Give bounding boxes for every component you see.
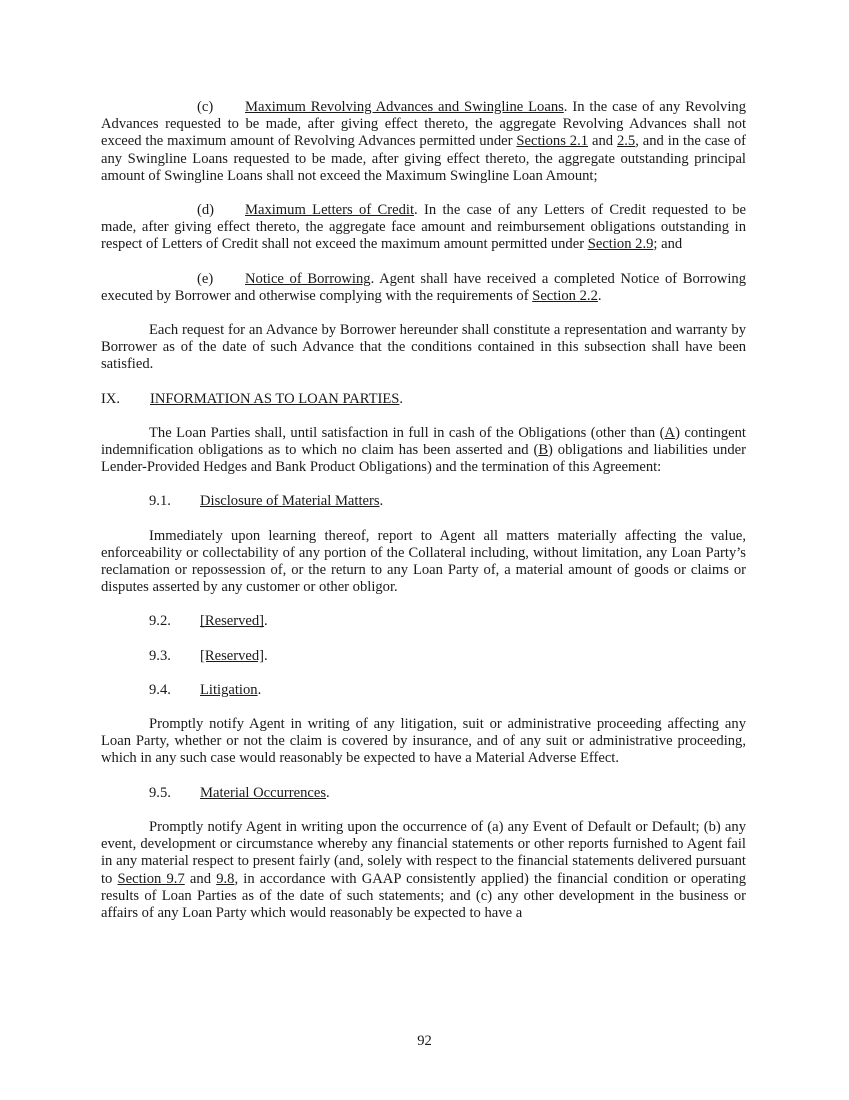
subsection-c-text: , and in the case of any Swingline Loans requested to be made, after giving effect thereto, the aggregate outstanding principal amount of Swingline Loans shall not exceed the Maximum Swingline Loan Amount; bbox=[101, 133, 746, 184]
section-9-5-text: and bbox=[184, 870, 217, 887]
section-number: 9.3. bbox=[149, 647, 171, 664]
page-number: 92 bbox=[417, 1033, 432, 1049]
section-9-4-heading bbox=[101, 682, 746, 699]
subsection-e-text: . Agent shall have received a completed Notice of Borrowing executed by Borrower and otherwise complying with the requirements of bbox=[101, 270, 746, 304]
subsection-d-text: ; and bbox=[653, 236, 683, 253]
section-number: 9.4. bbox=[149, 681, 171, 698]
section-number: 9.2. bbox=[149, 613, 171, 630]
section-title: Litigation bbox=[200, 681, 258, 698]
section-ref-2-2: Section 2.2 bbox=[532, 287, 598, 304]
section-9-5-text: Promptly notify Agent in writing upon the occurrence of (a) any Event of Default or Default; (b) any event, development or circumstance whereby any financial statements or other reports furnished to Agent fail in any material respect to present fairly (and, solely with respect to the financial statements delivered pursuant to bbox=[101, 818, 746, 887]
clause-a-label: A bbox=[664, 424, 676, 441]
section-ref-2-9: Section 2.9 bbox=[587, 236, 654, 253]
article-intro-text: ) obligations and liabilities under Lender-Provided Hedges and Bank Product Obligations) and the termination of this Agreement: bbox=[101, 442, 746, 476]
document-page bbox=[101, 99, 746, 939]
subsection-e-text: . bbox=[597, 287, 602, 304]
section-title-end: . bbox=[264, 613, 268, 630]
subsection-d-label: (d) bbox=[197, 202, 215, 219]
subsection-d-title: Maximum Letters of Credit bbox=[245, 202, 414, 219]
section-9-4-body: Promptly notify Agent in writing of any litigation, suit or administrative proceeding affecting any Loan Party, whether or not the claim is covered by insurance, and of any suit or administrative proceeding, which in any such case would reasonably be expected to have a Material Adverse Effect. bbox=[101, 716, 746, 767]
subsection-e-title: Notice of Borrowing bbox=[245, 270, 371, 287]
article-title-end: . bbox=[399, 390, 404, 407]
article-number: IX. bbox=[101, 390, 121, 407]
section-9-3-heading bbox=[101, 648, 746, 665]
section-9-5-body bbox=[101, 819, 746, 922]
article-heading bbox=[101, 391, 746, 408]
section-number: 9.5. bbox=[149, 784, 171, 801]
section-title-end: . bbox=[264, 647, 268, 664]
subsection-e-label: (e) bbox=[197, 270, 214, 287]
closing-paragraph: Each request for an Advance by Borrower hereunder shall constitute a representation and warranty by Borrower as of the date of such Advance that the conditions contained in this subsection shall have been satisfied. bbox=[101, 322, 746, 373]
section-9-1-heading bbox=[101, 493, 746, 510]
subsection-d-text: . In the case of any Letters of Credit requested to be made, after giving effect thereto, the aggregate face amount and reimbursement obligations outstanding in respect of Letters of Credit shall not exceed the maximum amount permitted under bbox=[101, 202, 746, 253]
section-title-end: . bbox=[379, 493, 384, 510]
subsection-e bbox=[101, 271, 746, 305]
section-title: Material Occurrences bbox=[200, 784, 326, 801]
subsection-d bbox=[101, 202, 746, 254]
section-9-5-heading bbox=[101, 785, 746, 802]
subsection-c-text: . In the case of any Revolving Advances requested to be made, after giving effect thereto, the aggregate Revolving Advances shall not exceed the maximum amount of Revolving Advances permitted under bbox=[101, 99, 746, 150]
section-number: 9.1. bbox=[149, 493, 171, 510]
section-title-end: . bbox=[257, 681, 262, 698]
section-title: Disclosure of Material Matters bbox=[200, 493, 380, 510]
section-ref-2-5: 2.5 bbox=[616, 133, 636, 150]
article-title: INFORMATION AS TO LOAN PARTIES bbox=[150, 390, 400, 407]
subsection-c-text: and bbox=[588, 133, 617, 150]
section-9-1-body: Immediately upon learning thereof, report to Agent all matters materially affecting the value, enforceability or collectability of any portion of the Collateral including, without limitation, any Loan Party’s reclamation or repossession of, or the return to any Loan Party of, a material amount of goods or claims or disputes asserted by any customer or other obligor. bbox=[101, 527, 746, 596]
subsection-c-title: Maximum Revolving Advances and Swingline Loans bbox=[245, 99, 564, 115]
section-title-end: . bbox=[326, 784, 330, 801]
section-ref-9-7: Section 9.7 bbox=[117, 870, 185, 887]
section-ref-2-1: Sections 2.1 bbox=[516, 133, 589, 150]
section-ref-9-8: 9.8 bbox=[216, 870, 235, 887]
subsection-c bbox=[101, 99, 746, 185]
section-title: [Reserved] bbox=[200, 613, 265, 630]
article-intro-text: The Loan Parties shall, until satisfaction in full in cash of the Obligations (other than ( bbox=[149, 424, 665, 441]
article-intro bbox=[101, 425, 746, 477]
section-9-2-heading bbox=[101, 613, 746, 630]
section-9-5-text: , in accordance with GAAP consistently applied) the financial condition or operating results of Loan Parties as of the date of such statements; and (c) any other development in the business or affairs of any Loan Party which would reasonably be expected to have a bbox=[101, 870, 746, 921]
article-intro-text: ) contingent indemnification obligations as to which no claim has been asserted and ( bbox=[101, 424, 746, 459]
clause-b-label: B bbox=[538, 442, 549, 459]
section-title: [Reserved] bbox=[200, 647, 265, 664]
subsection-c-label: (c) bbox=[197, 99, 214, 115]
